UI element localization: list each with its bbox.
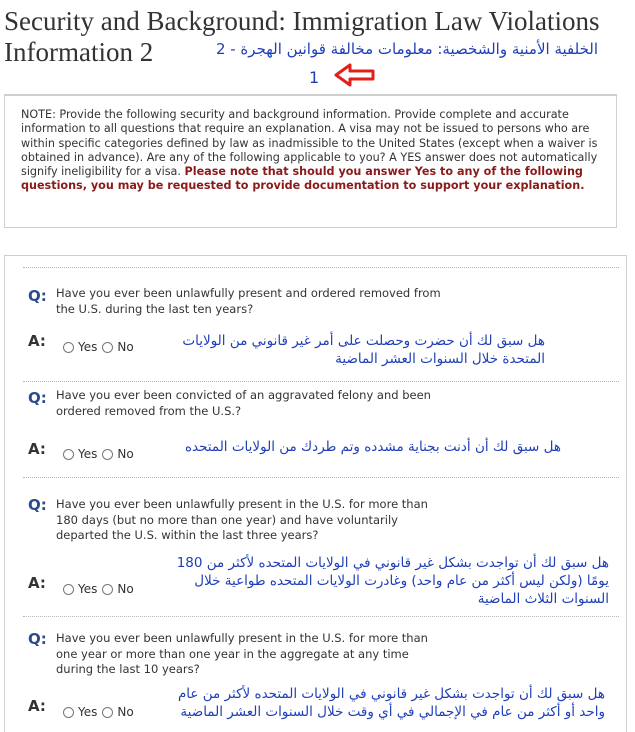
question-text: Have you ever been unlawfully present in the U.S. for more than one year or more than one year in the aggregate at any time during the last 10 years? [56, 631, 428, 676]
page-title-line2: Information 2 [4, 37, 154, 67]
question-label: Q: [28, 630, 47, 648]
question-arabic-text: هل سبق لك أن حضرت وحصلت على أمر غير قانوني من الولايات المتحدة خلال السنوات العشر الماضية [182, 333, 545, 367]
page-title-line1: Security and Background: Immigration Law Violations [4, 6, 600, 36]
question-label: Q: [28, 287, 47, 305]
note-box [4, 94, 617, 228]
no-label: No [117, 447, 134, 461]
yes-radio[interactable] [63, 342, 74, 353]
question-text: Have you ever been convicted of an aggravated felony and been ordered removed from the U.S.? [56, 388, 431, 418]
no-label: No [117, 582, 134, 596]
answer-label: A: [28, 440, 46, 458]
page-title-arabic-number: 1 [309, 68, 320, 87]
no-radio[interactable] [102, 342, 113, 353]
question-text: Have you ever been unlawfully present in the U.S. for more than 180 days (but no more than one year) and have voluntarily departed the U.S. within the last three years? [56, 497, 428, 542]
no-radio[interactable] [102, 584, 113, 595]
note-emphasis: Please note that should you answer Yes to any of the following questions, you may be requested to provide documentation to support your explanation. [21, 165, 585, 193]
answer-label: A: [28, 697, 46, 715]
answer-label: A: [28, 332, 46, 350]
yes-radio[interactable] [63, 707, 74, 718]
yes-label: Yes [78, 447, 98, 461]
yes-radio[interactable] [63, 449, 74, 460]
no-radio[interactable] [102, 449, 113, 460]
no-label: No [117, 340, 134, 354]
no-label: No [117, 705, 134, 719]
answer-options [63, 705, 139, 719]
question-arabic-text: هل سبق لك أن أدنت بجناية مشدده وتم طردك من الولايات المتحده [184, 439, 561, 455]
left-arrow-icon [334, 62, 376, 88]
separator [23, 381, 619, 382]
yes-label: Yes [78, 705, 98, 719]
answer-options [63, 582, 139, 596]
yes-radio[interactable] [63, 584, 74, 595]
question-label: Q: [28, 389, 47, 407]
question-label: Q: [28, 496, 47, 514]
question-arabic-text: هل سبق لك أن تواجدت بشكل غير قانوني في الولايات المتحده لأكثر من عام واحد أو أكثر من عام في الإجمالي في أي وقت خلال السنوات العشر الماضية [177, 686, 605, 720]
separator [23, 267, 619, 268]
page-title-arabic: الخلفية الأمنية والشخصية: معلومات مخالفة قوانين الهجرة - 2 [215, 40, 598, 58]
answer-options [63, 340, 139, 354]
no-radio[interactable] [102, 707, 113, 718]
question-text: Have you ever been unlawfully present and ordered removed from the U.S. during the last ten years? [56, 286, 441, 316]
questions-panel [4, 255, 627, 732]
answer-options [63, 447, 139, 461]
yes-label: Yes [78, 340, 98, 354]
yes-label: Yes [78, 582, 98, 596]
separator [23, 616, 619, 617]
separator [23, 477, 619, 478]
note-text: NOTE: Provide the following security and background information. Provide complete and accurate information to all questions that require an explanation. A visa may not be issued to persons who are within specific categories defined by law as inadmissible to the United States (except when a waiver is obtained in advance). Are any of the following applicable to you? A YES answer does not automatically signify ineligibility for a visa. [21, 108, 598, 179]
answer-label: A: [28, 574, 46, 592]
question-arabic-text: هل سبق لك أن تواجدت بشكل غير قانوني في الولايات المتحده لأكثر من 180 يومًا (ولكن ليس أكثر من عام واحد) وغادرت الولايات المتحده طواعية خلال السنوات الثلاث الماضية [176, 555, 609, 607]
